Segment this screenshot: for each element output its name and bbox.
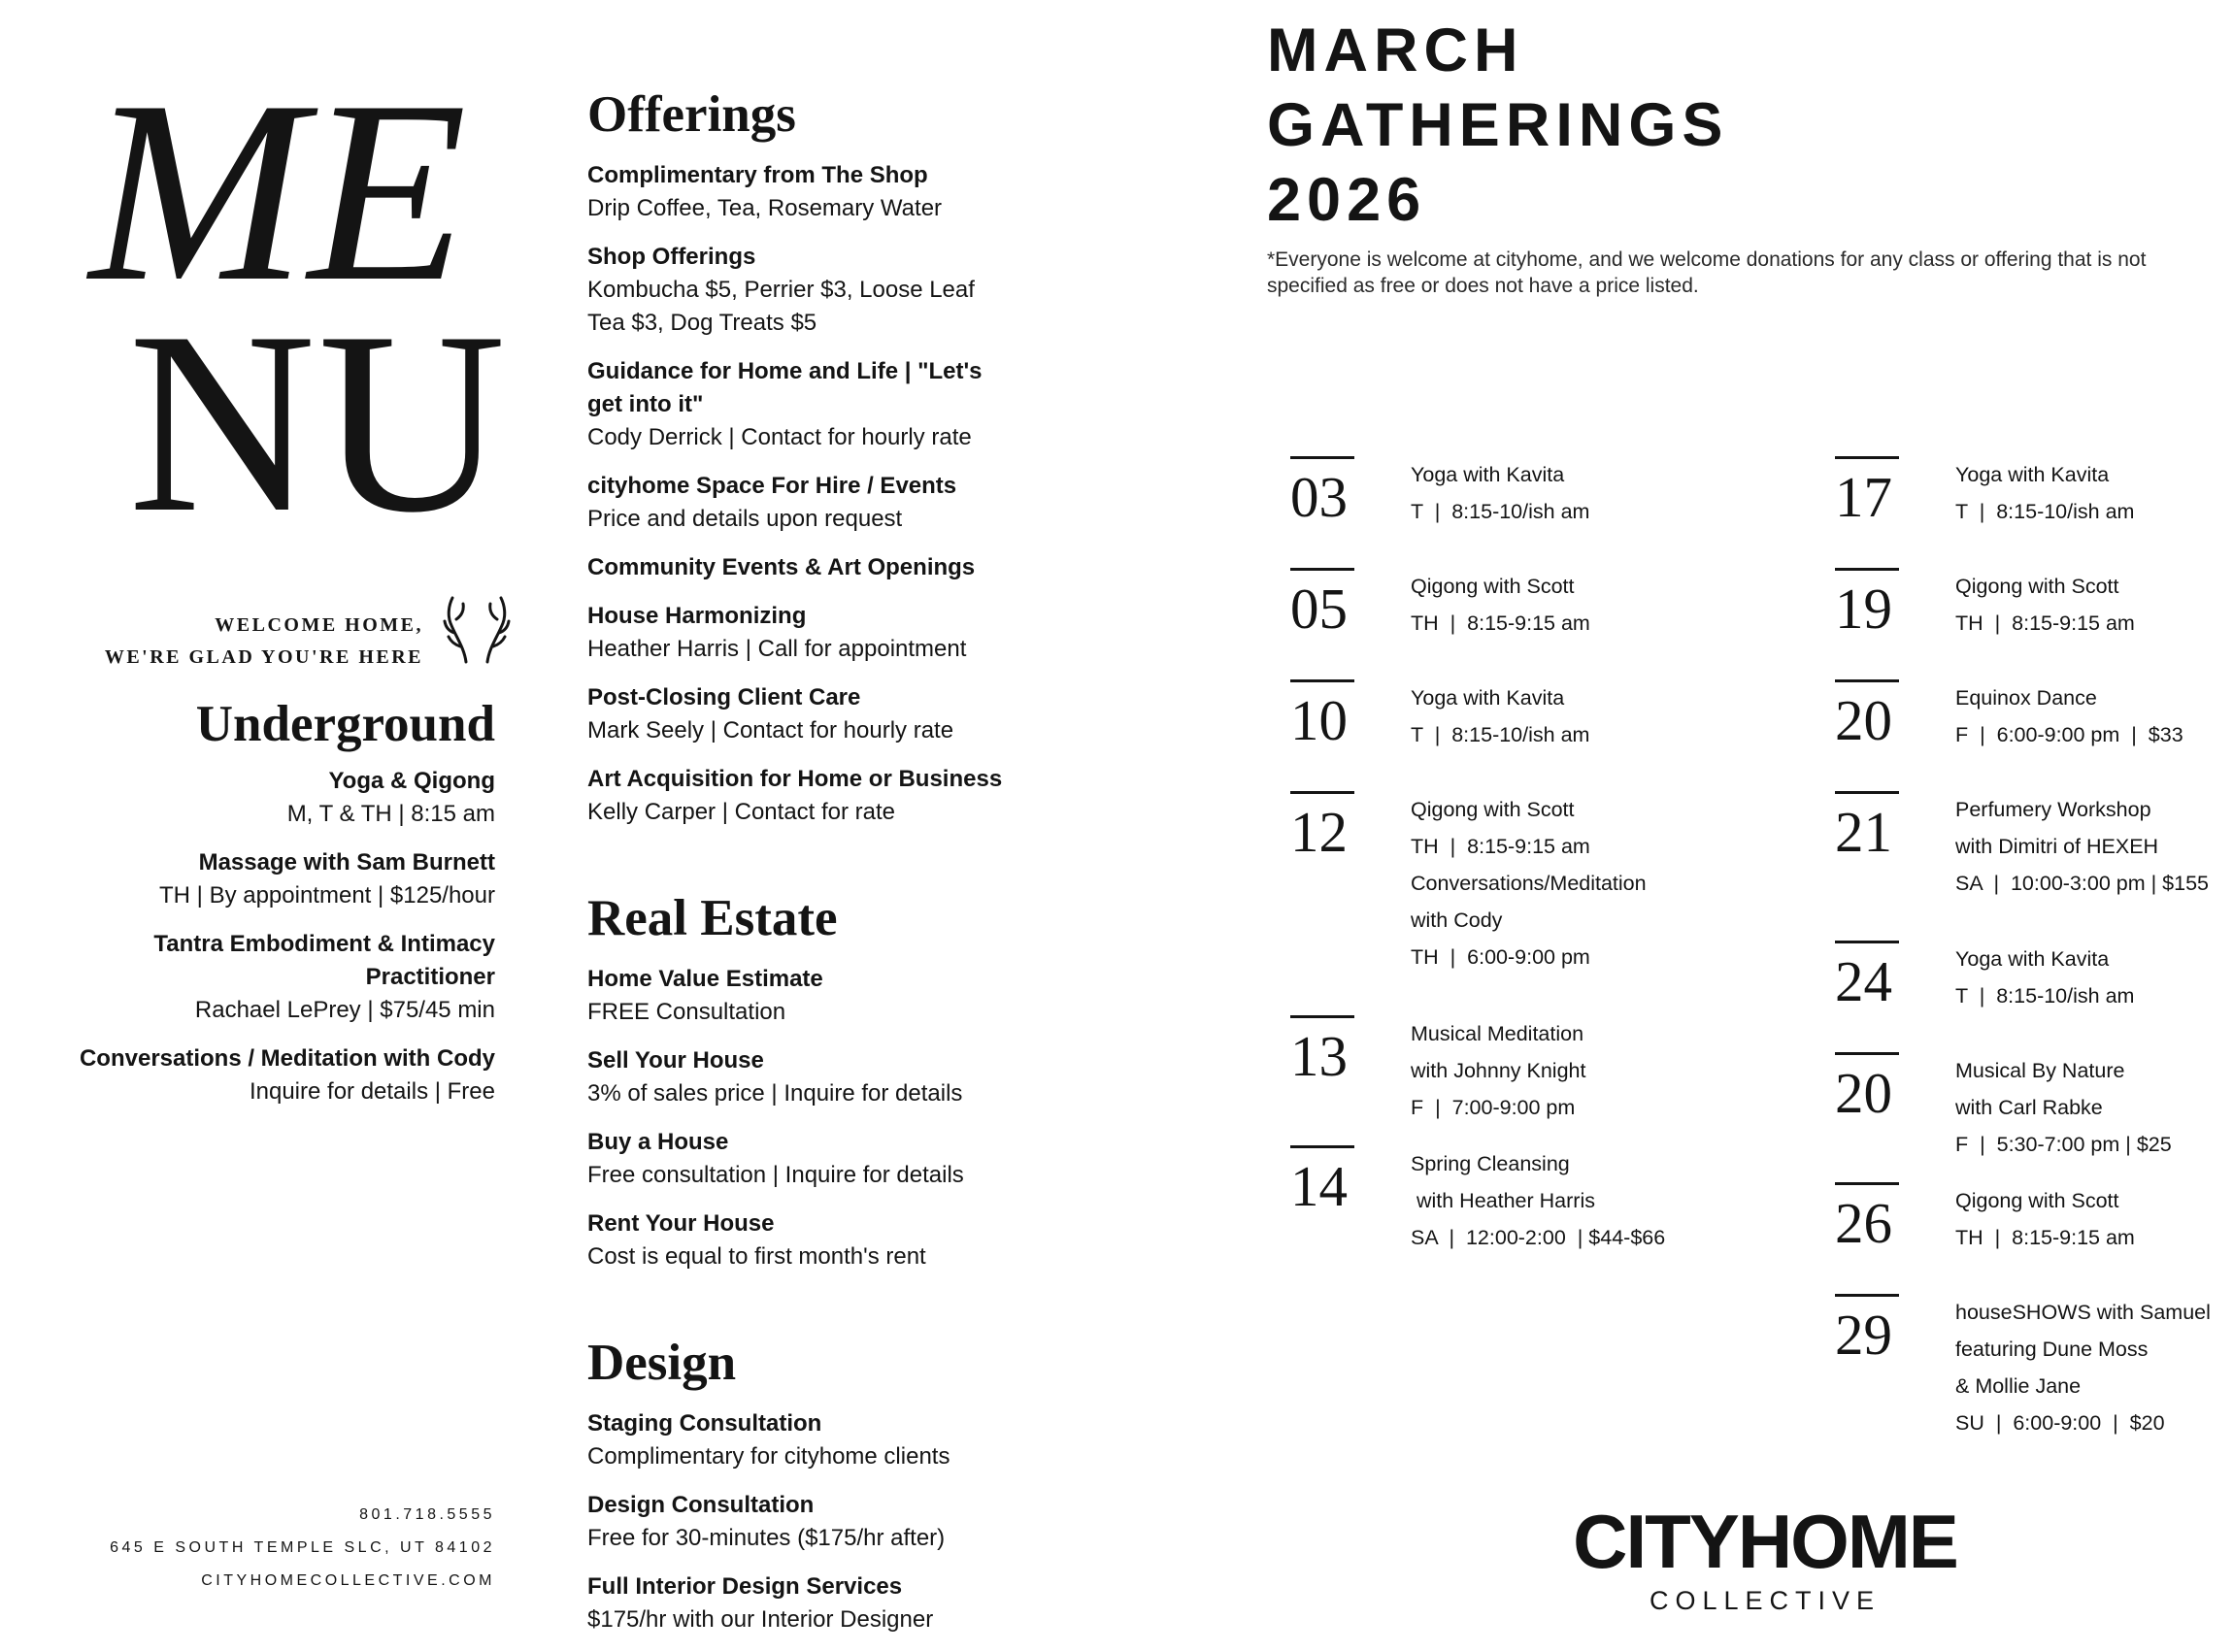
menu-item <box>58 846 495 912</box>
title-line-3: 2026 <box>1267 166 1427 234</box>
event-detail-line: TH | 8:15-9:15 am <box>1955 611 2135 635</box>
menu-item-title: cityhome Space For Hire / Events <box>587 473 957 499</box>
title-line-2: GATHERINGS <box>1267 91 1729 159</box>
event-date: 29 <box>1835 1303 1892 1367</box>
underground-section <box>58 691 495 1124</box>
event-detail-line: T | 8:15-10/ish am <box>1955 500 2135 523</box>
date-rule <box>1835 679 1899 682</box>
date-rule <box>1290 1145 1354 1148</box>
event-detail-line: Yoga with Kavita <box>1955 947 2110 971</box>
event-detail-line: featuring Dune Moss <box>1955 1338 2149 1361</box>
menu-item-details: Cody Derrick | Contact for hourly rate <box>587 424 972 450</box>
event-detail-line: houseSHOWS with Samuel <box>1955 1301 2211 1324</box>
event-date: 03 <box>1290 465 1348 529</box>
menu-item-details: Kelly Carper | Contact for rate <box>587 799 896 825</box>
menu-item-title: Conversations / Meditation with Cody <box>79 1045 495 1072</box>
event-detail-line: SU | 6:00-9:00 | $20 <box>1955 1411 2165 1435</box>
event-detail-line: F | 5:30-7:00 pm | $25 <box>1955 1133 2172 1156</box>
event-detail-line: TH | 6:00-9:00 pm <box>1411 945 1590 969</box>
event-detail-line: Qigong with Scott <box>1955 575 2119 598</box>
menu-item <box>587 241 1005 340</box>
real-estate-list <box>587 963 1005 1273</box>
menu-heading-line-1: ME <box>89 47 469 335</box>
menu-item <box>587 763 1005 829</box>
menu-item <box>587 159 1005 225</box>
menu-item <box>587 1489 1005 1555</box>
date-rule <box>1835 1294 1899 1297</box>
donation-note: *Everyone is welcome at cityhome, and we welcome donations for any class or offering that is not specified as free or does not have a price listed. <box>1267 248 2147 297</box>
date-rule <box>1290 456 1354 459</box>
date-rule <box>1835 941 1899 943</box>
event-detail-line: TH | 8:15-9:15 am <box>1955 1226 2135 1249</box>
event-details <box>1955 456 2233 530</box>
title-line-1: MARCH <box>1267 17 1524 84</box>
event-detail-line: Musical Meditation <box>1411 1022 1584 1045</box>
menu-item-title: Sell Your House <box>587 1047 764 1074</box>
menu-item-details: Free consultation | Inquire for details <box>587 1162 964 1188</box>
event-date: 05 <box>1290 577 1348 641</box>
menu-item-details: Cost is equal to first month's rent <box>587 1243 926 1270</box>
event-detail-line: Perfumery Workshop <box>1955 798 2151 821</box>
event-date: 14 <box>1290 1154 1348 1218</box>
event-detail-line: T | 8:15-10/ish am <box>1955 984 2135 1008</box>
menu-item-title: Post-Closing Client Care <box>587 684 861 710</box>
event-details <box>1955 679 2233 753</box>
menu-item-details: Free for 30-minutes ($175/hr after) <box>587 1525 946 1551</box>
date-rule <box>1835 456 1899 459</box>
logo-wordmark: CITYHOME <box>1573 1499 1957 1584</box>
event-details <box>1955 1182 2233 1256</box>
event-details <box>1411 679 1702 753</box>
menu-item <box>587 470 1005 536</box>
menu-item <box>58 765 495 831</box>
event-detail-line: with Carl Rabke <box>1955 1096 2103 1119</box>
menu-item-title: Art Acquisition for Home or Business <box>587 766 1003 792</box>
date-rule <box>1835 1182 1899 1185</box>
event-date: 19 <box>1835 577 1892 641</box>
cityhome-logo <box>1561 1499 1969 1617</box>
menu-item-title: Staging Consultation <box>587 1410 822 1437</box>
event-detail-line: Yoga with Kavita <box>1955 463 2110 486</box>
event-date: 12 <box>1290 800 1348 864</box>
event-detail-line: TH | 8:15-9:15 am <box>1411 835 1590 858</box>
event-detail-line: Qigong with Scott <box>1411 798 1575 821</box>
menu-item-details: 3% of sales price | Inquire for details <box>587 1080 963 1107</box>
menu-item-title: House Harmonizing <box>587 603 807 629</box>
event-detail-line: with Johnny Knight <box>1411 1059 1586 1082</box>
menu-item <box>587 1207 1005 1273</box>
contact-info <box>58 1499 495 1598</box>
design-list <box>587 1407 1005 1636</box>
menu-item-title: Community Events & Art Openings <box>587 554 976 580</box>
event-details <box>1955 568 2233 642</box>
event-detail-line: SA | 12:00-2:00 | $44-$66 <box>1411 1226 1666 1249</box>
phone-number: 801.718.5555 <box>359 1506 495 1523</box>
menu-item-details: Heather Harris | Call for appointment <box>587 636 967 662</box>
menu-item-title: Tantra Embodiment & Intimacy Practitioner <box>153 931 495 990</box>
website-link[interactable]: CITYHOMECOLLECTIVE.COM <box>201 1572 495 1589</box>
event-details <box>1955 1294 2233 1441</box>
event-details <box>1411 568 1702 642</box>
menu-item-title: Complimentary from The Shop <box>587 162 928 188</box>
welcome-message <box>93 610 423 674</box>
date-rule <box>1290 791 1354 794</box>
services-column <box>587 82 1005 1652</box>
event-detail-line: T | 8:15-10/ish am <box>1411 500 1590 523</box>
event-date: 26 <box>1835 1191 1892 1255</box>
menu-heading-line-2: NU <box>128 278 509 566</box>
design-heading: Design <box>587 1335 737 1391</box>
event-details <box>1411 1145 1702 1256</box>
menu-item-title: Full Interior Design Services <box>587 1573 903 1600</box>
date-rule <box>1835 791 1899 794</box>
event-detail-line: & Mollie Jane <box>1955 1374 2082 1398</box>
event-detail-line: T | 8:15-10/ish am <box>1411 723 1590 746</box>
event-details <box>1411 791 1702 975</box>
menu-item <box>587 1126 1005 1192</box>
event-detail-line: SA | 10:00-3:00 pm | $155 <box>1955 872 2209 895</box>
offerings-list <box>587 159 1005 829</box>
menu-item-details: Inquire for details | Free <box>249 1078 495 1105</box>
menu-item <box>58 1042 495 1108</box>
menu-item-title: Yoga & Qigong <box>328 768 495 794</box>
menu-item-details: Drip Coffee, Tea, Rosemary Water <box>587 195 943 221</box>
event-detail-line: with Cody <box>1411 909 1503 932</box>
menu-item <box>587 1407 1005 1473</box>
event-details <box>1411 456 1702 530</box>
event-date: 20 <box>1835 688 1892 752</box>
menu-item-title: Home Value Estimate <box>587 966 823 992</box>
date-rule <box>1835 568 1899 571</box>
offerings-heading: Offerings <box>587 86 796 143</box>
menu-item <box>587 1044 1005 1110</box>
event-details <box>1411 1015 1702 1126</box>
event-date: 17 <box>1835 465 1892 529</box>
date-rule <box>1290 679 1354 682</box>
event-details <box>1955 1052 2233 1163</box>
underground-list <box>58 765 495 1108</box>
menu-item-details: Complimentary for cityhome clients <box>587 1443 950 1470</box>
address: 645 E SOUTH TEMPLE SLC, UT 84102 <box>110 1539 495 1556</box>
menu-heading <box>89 47 517 566</box>
event-detail-line: Spring Cleansing <box>1411 1152 1570 1175</box>
antlers-icon <box>443 594 511 666</box>
menu-item <box>587 600 1005 666</box>
menu-item-details: M, T & TH | 8:15 am <box>286 801 495 827</box>
menu-item-title: Buy a House <box>587 1129 729 1155</box>
date-rule <box>1290 568 1354 571</box>
menu-item <box>587 551 1005 584</box>
event-details <box>1955 791 2233 902</box>
menu-item-details: Rachael LePrey | $75/45 min <box>194 997 495 1023</box>
page-title <box>1267 14 1947 238</box>
menu-item <box>58 928 495 1027</box>
menu-item-details: Price and details upon request <box>587 506 903 532</box>
real-estate-heading: Real Estate <box>587 890 838 946</box>
menu-item <box>587 1570 1005 1636</box>
event-detail-line: Equinox Dance <box>1955 686 2097 710</box>
menu-item-details: TH | By appointment | $125/hour <box>159 882 495 909</box>
event-detail-line: with Heather Harris <box>1411 1189 1595 1212</box>
event-detail-line: F | 6:00-9:00 pm | $33 <box>1955 723 2183 746</box>
menu-item <box>587 355 1005 454</box>
event-date: 21 <box>1835 800 1892 864</box>
event-detail-line: Yoga with Kavita <box>1411 686 1565 710</box>
menu-item <box>587 963 1005 1029</box>
event-detail-line: Conversations/Meditation <box>1411 872 1647 895</box>
event-detail-line: Qigong with Scott <box>1955 1189 2119 1212</box>
menu-item-title: Design Consultation <box>587 1492 815 1518</box>
event-date: 20 <box>1835 1061 1892 1125</box>
menu-item-details: $175/hr with our Interior Designer <box>587 1606 934 1633</box>
underground-heading: Underground <box>195 696 495 752</box>
menu-item-details: FREE Consultation <box>587 999 786 1025</box>
welcome-line-2: WE'RE GLAD YOU'RE HERE <box>104 646 423 668</box>
event-detail-line: TH | 8:15-9:15 am <box>1411 611 1590 635</box>
date-rule <box>1290 1015 1354 1018</box>
welcome-line-1: WELCOME HOME, <box>215 614 423 636</box>
event-date: 10 <box>1290 688 1348 752</box>
logo-subtitle: COLLECTIVE <box>1649 1586 1882 1615</box>
menu-item-title: Guidance for Home and Life | "Let's get into it" <box>587 358 983 417</box>
menu-item-details: Kombucha $5, Perrier $3, Loose Leaf Tea $3, Dog Treats $5 <box>587 277 975 336</box>
menu-item-title: Rent Your House <box>587 1210 775 1237</box>
event-detail-line: Yoga with Kavita <box>1411 463 1565 486</box>
event-detail-line: Musical By Nature <box>1955 1059 2125 1082</box>
menu-item <box>587 681 1005 747</box>
menu-item-title: Shop Offerings <box>587 244 756 270</box>
menu-item-title: Massage with Sam Burnett <box>198 849 495 876</box>
event-date: 24 <box>1835 949 1892 1013</box>
event-details <box>1955 941 2233 1014</box>
event-detail-line: Qigong with Scott <box>1411 575 1575 598</box>
event-detail-line: F | 7:00-9:00 pm <box>1411 1096 1576 1119</box>
date-rule <box>1835 1052 1899 1055</box>
event-date: 13 <box>1290 1024 1348 1088</box>
event-detail-line: with Dimitri of HEXEH <box>1955 835 2159 858</box>
menu-item-details: Mark Seely | Contact for hourly rate <box>587 717 954 743</box>
